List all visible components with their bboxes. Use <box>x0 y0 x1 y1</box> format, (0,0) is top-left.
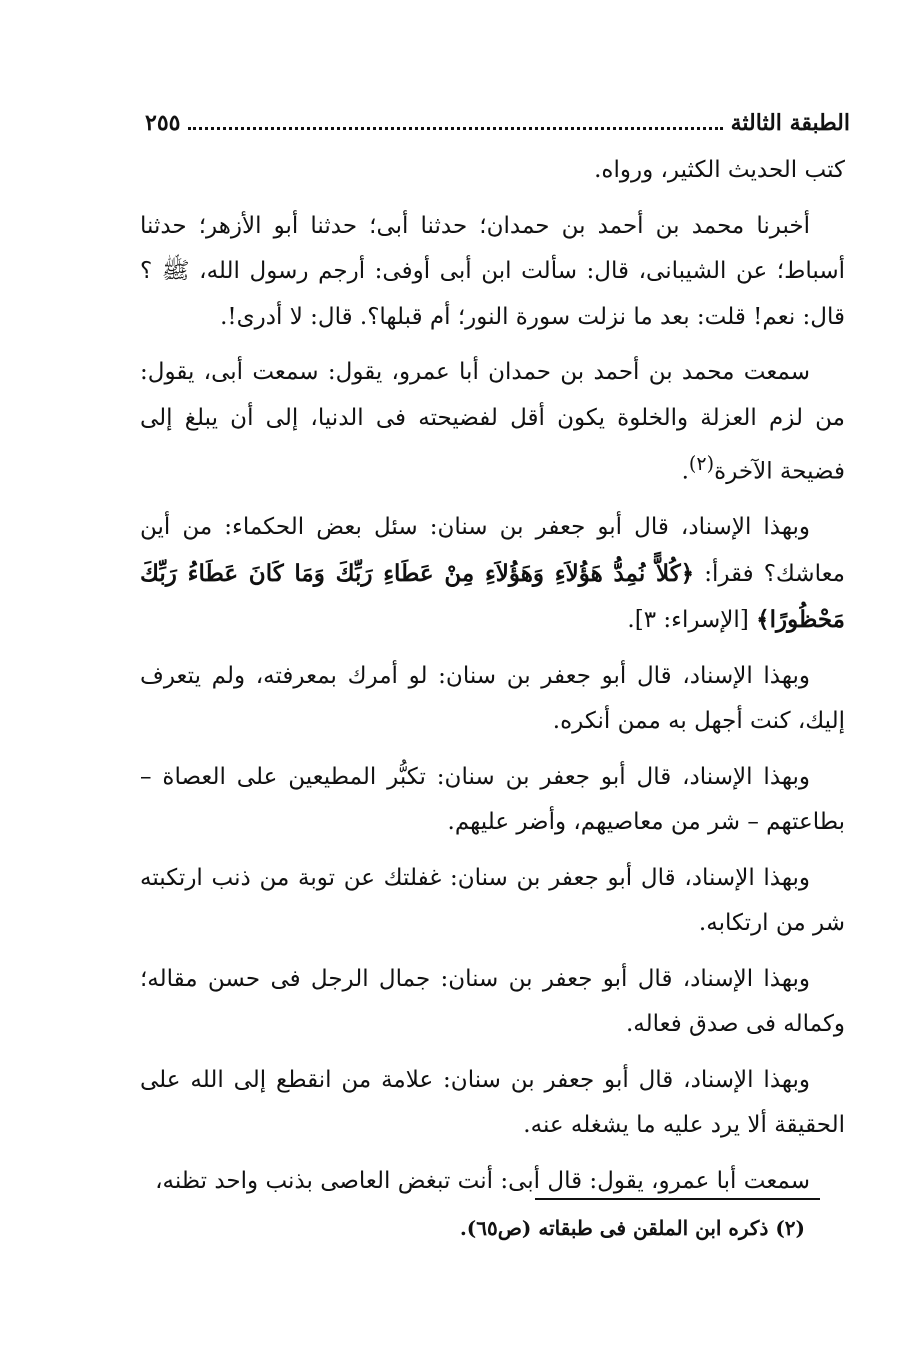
paragraph-text: سمعت محمد بن أحمد بن حمدان أبا عمرو، يقول: سمعت أبى، يقول: من لزم العزلة والخلوة يكون أقل لفضيحته فى الدنيا، إلى أن يبلغ إلى فضيحة الآخرة <box>140 359 845 485</box>
paragraph: وبهذا الإسناد، قال أبو جعفر بن سنان: غفلتك عن توبة من ذنب ارتكبته شر من ارتكابه. <box>140 864 845 937</box>
footnote: (٢) ذكره ابن الملقن فى طبقاته (ص٦٥). <box>459 1216 805 1240</box>
paragraph: وبهذا الإسناد، قال أبو جعفر بن سنان: لو أمرك بمعرفته، ولم يتعرف إليك، كنت أجهل به ممن أنكره. <box>140 662 845 735</box>
paragraph <box>140 505 845 644</box>
paragraph: أخبرنا محمد بن أحمد بن حمدان؛ حدثنا أبى؛ حدثنا أبو الأزهر؛ حدثنا أسباط؛ عن الشيبانى، قال: سألت ابن أبى أوفى: أرجم رسول الله، ﷺ ؟ قال: نعم! قلت: بعد ما نزلت سورة النور؛ أم قبلها؟. قال: لا أدرى!. <box>140 212 845 330</box>
footnote-reference: (٢) <box>688 452 715 475</box>
paragraph: سمعت أبا عمرو، يقول: قال أبى: أنت تبغض العاصى بذنب واحد تظنه، <box>155 1167 810 1194</box>
page-header <box>145 98 850 138</box>
paragraph: وبهذا الإسناد، قال أبو جعفر بن سنان: علامة من انقطع إلى الله على الحقيقة ألا يرد عليه ما يشغله عنه. <box>140 1066 845 1139</box>
paragraph-text: وبهذا الإسناد، قال أبو جعفر بن سنان: سئل بعض الحكماء: من أين معاشك؟ فقرأ: <box>140 514 845 587</box>
paragraph <box>140 350 845 495</box>
main-text <box>140 148 845 1214</box>
paragraph: كتب الحديث الكثير، ورواه. <box>594 157 845 183</box>
footnote-divider <box>535 1198 820 1200</box>
paragraph: وبهذا الإسناد، قال أبو جعفر بن سنان: تكبُّر المطيعين على العصاة – بطاعتهم – شر من معاصيهم، وأضر عليهم. <box>140 763 845 836</box>
section-title: الطبقة الثالثة <box>730 110 850 136</box>
page-number: ٢٥٥ <box>145 110 181 136</box>
paragraph: وبهذا الإسناد، قال أبو جعفر بن سنان: جمال الرجل فى حسن مقاله؛ وكماله فى صدق فعاله. <box>140 965 845 1038</box>
dotted-leader <box>188 126 722 130</box>
quran-verse: ﴿كُلاًّ نُمِدُّ هَؤُلاَءِ وَهَؤُلاَءِ مِنْ عَطَاءِ رَبِّكَ وَمَا كَانَ عَطَاءُ رَبِّكَ مَحْظُورًا﴾ <box>140 559 845 634</box>
paragraph-end: . <box>681 458 689 485</box>
verse-citation: [الإسراء: ٣]. <box>627 607 757 634</box>
